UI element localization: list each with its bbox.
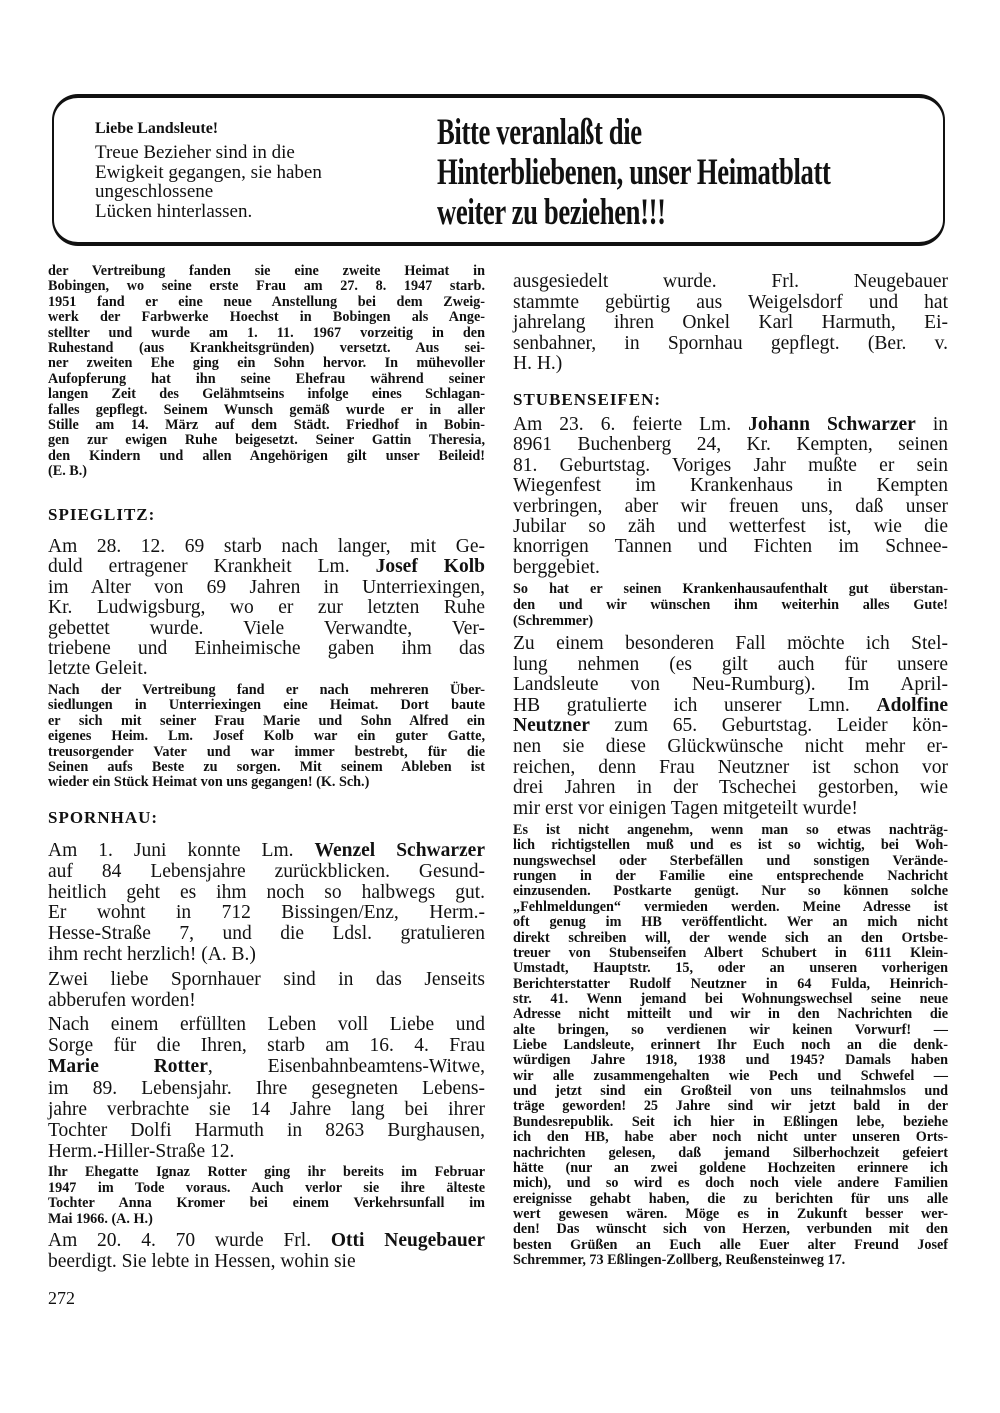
text-line [513,799,948,820]
text-line [513,884,948,899]
paragraph-wenzel-schwarzer [48,841,485,966]
line-content [513,838,948,853]
paragraph-jenseits [48,969,485,1011]
line-content [48,557,485,577]
text-segment: duld ertragener Krankheit Lm. [48,556,376,578]
text-line [513,435,948,455]
line-content: träge geworden! 25 Jahre sind wir jetzt bald in der [513,1098,948,1115]
text-line [513,977,948,992]
text-line [48,883,485,904]
text-segment: HB gratulierte ich unserer Lmn. [513,694,877,716]
paragraph-schremmer-letter [513,823,948,1268]
text-line [48,433,485,448]
line-content: auf 84 Lebensjahre zurückblicken. Gesund- [48,860,485,882]
line-content: Adresse nicht mitteilt und wir in den Nachrichten die [513,1006,948,1023]
line-content: besten Grüßen an Euch alle Euer alter Freund Josef [513,1236,948,1253]
line-content: Schremmer, 73 Eßlingen-Zollberg, Reußensteinweg 17. [513,1252,846,1269]
line-content: Er wohnt in 712 Bissingen/Enz, Herm.- [48,902,485,924]
line-content: Hesse-Straße 7, und die Ldsl. gratulieren [48,923,485,945]
line-content: gebettet wurde. Viele Verwandte, Ver- [48,617,485,639]
line-content: Nach einem erfüllten Leben voll Liebe und [48,1014,485,1035]
text-line [48,387,485,402]
line-content: Ruhestand (aus Krankheitsgründen) versetzt. Aus sei- [48,340,485,357]
text-segment: , Eisenbahnbeamtens-Witwe, [207,1056,486,1078]
line-content: ner zweiten Ehe ging ein Sohn hervor. In mühevoller [48,355,485,372]
line-content: Liebe Landsleute, erinnert Ihr Euch noch an die denk- [513,1037,948,1054]
line-content: der Vertreibung fanden sie eine zweite Heimat in [48,263,485,279]
line-content [48,1230,485,1251]
bold-name: Marie Rotter [48,1056,208,1078]
text-line [513,1207,948,1222]
line-content: beerdigt. Sie lebte in Hessen, wohin sie [48,1251,356,1272]
line-content: stammte gebürtig aus Weigelsdorf und hat [513,291,948,313]
line-content: ereignisse gehabt haben, die zu berichten für uns alle [513,1190,948,1207]
text-line [513,1130,948,1145]
text-line [513,1161,948,1176]
text-line [48,1056,485,1077]
line-content: Nach der Vertreibung fand er nach mehreren Über- [48,682,485,698]
text-line [48,1035,485,1056]
line-content: Sorge für die Ihren, starb am 16. 4. Frau [48,1035,485,1057]
text-line [513,415,948,435]
paragraph-marie-rotter [48,1014,485,1162]
bold-name: Neutzner [513,715,590,737]
line-content: den! Das wünscht sich von Herzen, verbunden mit den [513,1221,948,1238]
line-content: Seinen aufs Beste zu sorgen. Mit seinem Ableben ist [48,759,485,776]
text-line [48,1014,485,1035]
line-content: mir erst vor einigen Tagen mitgeteilt wurde! [513,797,858,819]
line-content: wir alle zusammengehalten wie Pech und Schwefel — [513,1067,948,1084]
line-content: wieder ein Stück Heimat von uns gegangen! (K. Sch.) [48,774,370,791]
line-content: lung nehmen (es gilt auch für unsere [513,653,948,675]
text-line [513,1115,948,1130]
line-content: jahre verbrachte sie 14 Jahre lang bei ihrer [48,1098,485,1120]
text-line [513,517,948,537]
line-content: alte bringen, so verdienen wir keinen Vorwurf! — [513,1021,948,1038]
text-line [513,1146,948,1161]
text-line [48,714,485,729]
text-segment: bei Woh- [864,837,948,854]
notice-line: ungeschlossene [95,181,214,202]
text-line [48,418,485,433]
text-line [48,969,485,990]
paragraph-kolb-details [48,683,485,791]
line-content: H. H.) [513,353,563,374]
text-line [48,403,485,418]
line-content: siedlungen in Unterriexingen eine Heimat. Dort baute [48,697,485,714]
line-content: im 89. Lebensjahr. Ihre gesegneten Lebens- [48,1077,485,1099]
text-line [48,1230,485,1251]
text-line [513,1084,948,1099]
line-content: Tochter Anna Kromer bei einem Verkehrsunfall im [48,1195,485,1212]
paragraph-rotter-details [48,1165,485,1228]
text-line [48,372,485,387]
text-line [513,613,948,629]
line-content: Stille am 14. März auf dem Städt. Friedhof in Bobin- [48,417,485,434]
line-content: Bobingen, wo seine erste Frau am 27. 8. 1947 starb. [48,278,485,295]
line-content: 81. Geburtstag. Voriges Jahr mußte er sein [513,454,948,476]
line-content: (Schremmer) [513,613,594,629]
text-segment: Am 23. 6. feierte Lm. [513,414,749,435]
section-heading-spornhau: SPORNHAU: [48,808,159,827]
text-line [513,838,948,853]
text-line [513,476,948,496]
line-content: falles gepflegt. Seinem Wunsch gemäß wurde er in aller [48,401,485,418]
text-line [513,1222,948,1237]
line-content: Zu einem besonderen Fall möchte ich Stel- [513,633,948,654]
text-line [513,737,948,758]
text-line [48,356,485,371]
text-line [513,634,948,655]
line-content: rungen in der Familie eine entsprechende Nachricht [513,868,948,885]
line-content: nen sie diese Glückwünsche nicht mehr er- [513,735,948,757]
text-segment: zum 65. Geburtstag. Leider kön- [589,715,948,737]
line-content: eigenes Heim. Lm. Josef Kolb war ein guter Gatte, [48,728,485,745]
line-content: Tochter Dolfi Harmuth in 8263 Burghausen, [48,1120,485,1142]
text-line [48,1196,485,1212]
text-line [48,698,485,713]
line-content: 8961 Buchenberg 24, Kr. Kempten, seinen [513,434,948,456]
line-content: Bundesrepublik. Seit ich hier in Eßlingen lebe, beziehe [513,1113,948,1130]
line-content: „Fehlmeldungen“ vermieden werden. Meine Adresse ist [513,898,948,915]
text-line [513,1253,948,1268]
text-line [513,915,948,930]
line-content: hätte (nur an zwei goldene Hochzeiten erinnere ich [513,1159,948,1176]
line-content: Herm.-Hiller-Straße 12. [48,1141,235,1163]
notice-greeting: Liebe Landsleute! [95,120,219,137]
text-line [513,778,948,799]
text-segment: Am 20. 4. 70 wurde Frl. [48,1230,331,1251]
line-content: mich), und so wird es doch noch viele andere Familien [513,1175,948,1192]
paragraph-schwarzer-details [513,581,948,629]
text-line [48,903,485,924]
line-content: nachrichten gelesen, daß jemand Silberhochzeit gefeiert [513,1144,948,1161]
line-content: ausgesiedelt wurde. Frl. Neugebauer [513,271,948,292]
text-line [48,464,485,479]
paragraph-otti-neugebauer [48,1230,485,1272]
line-content: Aufopferung hat ihn seine Ehefrau während seiner [48,370,485,387]
line-content: stellter und wurde am 1. 11. 1967 vorzeitig in den [48,324,485,341]
text-line [513,1099,948,1114]
text-line [513,581,948,597]
appeal-line: Hinterbliebenen, unser Heimatblatt [437,152,831,193]
line-content: reichen, denn Frau Neutzner ist schon vor [513,756,948,778]
line-content: er sich mit seiner Frau Marie und Sohn Alfred ein [48,712,485,729]
text-line [48,1141,485,1162]
text-line [513,675,948,696]
text-line [48,1181,485,1197]
line-content: heitlich geht es ihm noch so halbwegs gut. [48,881,485,903]
bold-name: so wichtig, [788,837,865,854]
text-line [48,683,485,698]
text-line [513,1192,948,1207]
text-line [513,1176,948,1191]
text-line [513,334,948,355]
line-content: würdigen Jahre 1918, 1938 und 1945? Damals haben [513,1052,948,1069]
line-content: str. 41. Wenn jemand bei Wohnungswechsel seine neue [513,990,948,1007]
text-line [513,961,948,976]
line-content: treusorgender Vater und war immer bestrebt, für die [48,743,485,760]
text-line [513,456,948,476]
text-line [48,760,485,775]
text-line [48,537,485,557]
text-line [513,823,948,838]
text-line [48,1099,485,1120]
text-line [48,326,485,341]
line-content: wert gewesen wären. Möge es in Zukunft besser wer- [513,1205,948,1222]
line-content: gen zur ewigen Ruhe beigesetzt. Seiner Gattin Theresia, [48,432,485,449]
text-line [48,341,485,356]
text-line [48,1120,485,1141]
notice-appeal [437,113,831,233]
line-content: ihm recht herzlich! (A. B.) [48,943,256,965]
paragraph-josef-kolb [48,537,485,680]
text-line [48,1165,485,1181]
notice-line: Lücken hinterlassen. [95,200,253,222]
line-content: nungswechsel oder Sterbefällen und sonstigen Verände- [513,852,948,869]
section-heading-stubenseifen: STUBENSEIFEN: [513,390,662,409]
line-content: Ihr Ehegatte Ignaz Rotter ging ihr bereits im Februar [48,1164,485,1180]
bold-name: Otti Neugebauer [330,1230,485,1251]
text-line [48,924,485,945]
text-line [513,696,948,717]
text-line [48,745,485,760]
text-line [48,1251,485,1272]
appeal-line: weiter zu beziehen!!! [437,192,666,233]
paragraph-adolfine-neutzner [513,634,948,819]
line-content: Mai 1966. (A. H.) [48,1211,153,1228]
text-line [48,862,485,883]
line-content: werk der Farbwerke Hoechst in Bobingen als Ange- [48,309,485,326]
line-content: triebene und Einheimische gaben ihm das [48,638,485,660]
text-line [513,869,948,884]
text-line [513,758,948,779]
line-content: jahrelang ihren Onkel Karl Harmuth, Ei- [513,312,948,333]
line-content: verbringen, aber wir freuen uns, daß unser [513,495,948,517]
line-content: drei Jahren in der Tschechei gestorben, wie [513,777,948,799]
bold-name: Johann Schwarzer [748,414,916,435]
line-content: Am 28. 12. 69 starb nach langer, mit Ge- [48,536,485,557]
line-content: ich den HB, habe aber noch nicht unter unseren Orts- [513,1129,948,1146]
bold-name: Adolfine [876,694,948,716]
line-content: letzte Geleit. [48,658,148,680]
line-content [48,841,485,862]
line-content: und jetzt sind ein Großteil von uns teilnahmslos und [513,1083,948,1100]
line-content [48,1056,485,1077]
text-line [48,264,485,279]
line-content: Berichterstatter Rudolf Neutzner in 64 Fulda, Heinrich- [513,975,948,992]
line-content [513,696,948,717]
text-line [48,990,485,1011]
text-line [48,775,485,790]
text-line [48,619,485,639]
text-line [48,841,485,862]
text-line [513,1053,948,1068]
text-line [513,1038,948,1053]
line-content: knorrigen Tannen und Fichten im Schnee- [513,536,948,558]
text-line [513,946,948,961]
line-content: direkt schreiben will, der wende sich an den Ortsbe- [513,929,948,946]
text-line [48,557,485,577]
bold-name: Wenzel Schwarzer [314,840,485,861]
text-line [513,716,948,737]
line-content: (E. B.) [48,463,88,480]
text-line [513,1238,948,1253]
text-line [513,992,948,1007]
appeal-line: Bitte veranlaßt die [437,112,642,153]
text-line [48,295,485,310]
text-line [513,900,948,915]
line-content: treuer von Stubenseifen Albert Schubert in 6111 Klein- [513,944,948,961]
text-line [513,354,948,375]
notice-line: Treue Bezieher sind in die [95,142,295,163]
text-line [48,639,485,659]
text-line [513,597,948,613]
line-content: Es ist nicht angenehm, wenn man so etwas nachträg- [513,822,948,838]
text-line [513,537,948,557]
page-number: 272 [48,1288,75,1308]
line-content: oft genug im HB veröffentlicht. Wer an mich nicht [513,914,948,931]
text-segment: Am 1. Juni konnte Lm. [48,840,315,861]
text-line [48,449,485,464]
text-line [48,945,485,966]
line-content: den Kindern und allen Angehörigen gilt unser Beileid! [48,447,485,464]
line-content: Zwei liebe Spornhauer sind in das Jenseits [48,969,485,990]
line-content: 1947 im Tode voraus. Auch verlor sie ihre älteste [48,1179,485,1196]
line-content: Kr. Ludwigsburg, wo er zur letzten Ruhe [48,597,485,619]
text-segment: lich richtigstellen muß und es ist [513,837,789,854]
line-content: Wiegenfest im Krankenhaus in Kempten [513,475,948,497]
text-line [48,1212,485,1228]
line-content: So hat er seinen Krankenhausaufenthalt gut überstan- [513,581,948,597]
text-line [48,598,485,618]
notice-line: Ewigkeit gegangen, sie haben [95,161,322,183]
text-line [513,497,948,517]
text-line [48,578,485,598]
text-line [48,279,485,294]
line-content [513,415,948,435]
text-line [48,310,485,325]
text-line [513,293,948,314]
text-line [513,1069,948,1084]
text-line [513,313,948,334]
paragraph-bobingen [48,264,485,480]
line-content: einzusenden. Postkarte genügt. Nur so können solche [513,883,948,900]
line-content: 1951 fand er eine neue Anstellung bei dem Zweig- [48,293,485,310]
line-content: senbahner, in Spornhau gepflegt. (Ber. v. [513,332,948,354]
line-content: Jubilar so zäh und wetterfest ist, wie die [513,516,948,538]
text-line [513,1007,948,1022]
text-segment: in [915,414,948,435]
text-line [513,272,948,293]
text-line [513,558,948,578]
line-content: berggebiet. [513,556,600,578]
text-line [48,659,485,679]
text-line [513,655,948,676]
text-line [48,729,485,744]
section-heading-spieglitz: SPIEGLITZ: [48,505,156,524]
text-line [513,854,948,869]
line-content: abberufen worden! [48,990,196,1011]
notice-text [95,143,322,221]
line-content: Umstadt, Hauptstr. 15, oder an unseren vorherigen [513,960,948,977]
bold-name: Josef Kolb [375,556,485,578]
text-line [48,1078,485,1099]
paragraph-johann-schwarzer [513,415,948,578]
line-content: den und wir wünschen ihm weiterhin alles Gute! [513,597,948,613]
line-content [513,716,948,737]
line-content: im Alter von 69 Jahren in Unterriexingen, [48,576,485,598]
text-line [513,931,948,946]
line-content: langen Zeit des Gelähmtseins infolge eines Schlagan- [48,386,485,403]
paragraph-neugebauer-cont [513,272,948,375]
text-line [513,1023,948,1038]
line-content: Landsleute von Neu-Rumburg). Im April- [513,674,948,696]
